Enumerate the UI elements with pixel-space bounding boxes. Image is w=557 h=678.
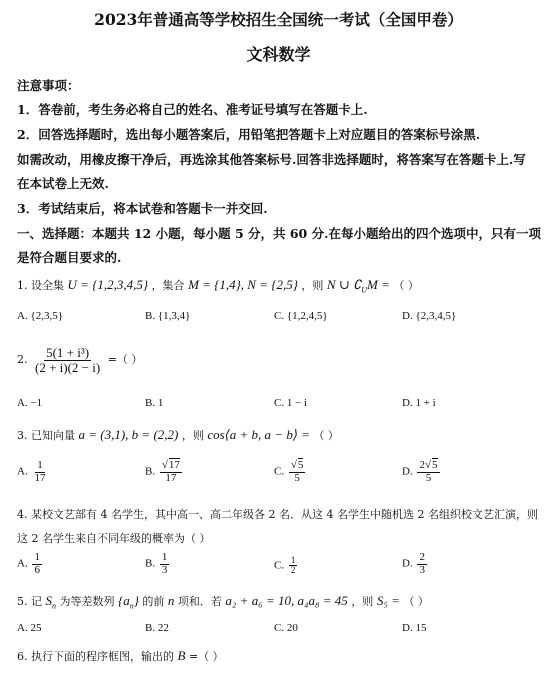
q3-expression: cos⟨a + b, a − b⟩ = (207, 427, 310, 442)
question-4: 4. 某校文艺部有 4 名学生，其中高一、高二年级各 2 名．从这 4 名学生中随机选 2 名组织校文艺汇演，则 (17, 508, 538, 521)
q1-text: ，集合 (151, 279, 185, 292)
q3-text: ，则 (181, 429, 204, 442)
q2-option-d: D. 1 + i (402, 397, 436, 409)
q2-option-b: B. 1 (145, 397, 164, 409)
q2-fraction (33, 346, 102, 374)
q1-text: 1. 设全集 (17, 279, 64, 292)
q2-option-a: A. −1 (17, 397, 43, 409)
q3-vectors: a = (3,1), b = (2,2) (78, 427, 179, 442)
q5-sn: $S_n$ (45, 593, 56, 611)
section-heading: 一、选择题：本题共 12 小题，每小题 5 分，共 60 分.在每小题给出的四个选项中，只有一项 (17, 226, 541, 241)
q3-blank: （ ） (313, 429, 339, 442)
q1-option-c: C. {1,2,4,5} (274, 310, 328, 322)
q1-expression: N ∪ $∁_UM$ = (326, 277, 390, 295)
q1-text: ，则 (301, 279, 324, 292)
q1-blank: （ ） (393, 279, 419, 292)
q1-option-d: D. {2,3,4,5} (402, 310, 457, 322)
q2-option-c: C. 1 − i (274, 397, 308, 409)
q4-option-d: D. $\frac{2}{3}$ (402, 551, 425, 576)
q3-text: 3. 已知向量 (17, 429, 75, 442)
q3-option-b: B. $\frac{√17}{17}$ (145, 459, 180, 484)
q4-option-a: A. $\frac{1}{6}$ (17, 551, 40, 576)
question-2 (17, 346, 142, 374)
q1-universal-set: U = {1,2,3,4,5} (67, 277, 149, 292)
q5-s5: S₅ = (376, 593, 400, 608)
q5-option-a: A. 25 (17, 622, 42, 634)
q2-denominator: (2 + i)(2 − i) (35, 359, 101, 375)
q3-option-c: C. $\frac{√5}{5}$ (274, 459, 304, 484)
q5-option-c: C. 20 (274, 622, 298, 634)
q2-blank: =（ ） (107, 353, 143, 367)
note-2-cont: 如需改动，用橡皮擦干净后，再选涂其他答案标号.回答非选择题时，将答案写在答题卡上.写 (17, 152, 526, 167)
q5-option-d: D. 15 (402, 622, 427, 634)
q2-numerator: 5(1 + i³) (46, 345, 90, 360)
question-1 (17, 277, 419, 295)
section-heading-cont: 是符合题目要求的. (17, 250, 122, 265)
exam-subtitle: 文科数学 (246, 45, 311, 64)
note-2-end: 在本试卷上无效. (17, 176, 109, 191)
q3-option-d: D. $\frac{2√5}{5}$ (402, 459, 438, 484)
question-5: 5. 记 $S_n$ 为等差数列 $\{a_n\}$ 的前 n 项和．若 a₂ + a₆ = 10, a₄a₈ = 45 ，则 S₅ = （ ） (17, 593, 429, 611)
question-3 (17, 427, 339, 443)
question-4-cont: 这 2 名学生来自不同年级的概率为（ ） (17, 532, 211, 545)
q5-condition: a₂ + a₆ = 10, a₄a₈ = 45 (225, 593, 348, 608)
q5-sequence: $\{a_n\}$ (118, 593, 139, 611)
q1-option-a: A. {2,3,5} (17, 310, 64, 322)
q4-option-b: B. $\frac{1}{3}$ (145, 551, 168, 576)
q1-sets: M = {1,4}, N = {2,5} (188, 277, 298, 292)
note-3: 3．考试结束后，将本试卷和答题卡一并交回. (17, 201, 268, 216)
question-6: 6. 执行下面的程序框图，输出的 B =（ ） (17, 648, 224, 663)
exam-title: 2023年普通高等学校招生全国统一考试（全国甲卷） (94, 10, 463, 29)
q1-option-b: B. {1,3,4} (145, 310, 191, 322)
note-2: 2．回答选择题时，选出每小题答案后，用铅笔把答题卡上对应题目的答案标号涂黑. (17, 127, 481, 142)
q5-option-b: B. 22 (145, 622, 169, 634)
q3-option-a: A. $\frac{1}{17}$ (17, 459, 46, 484)
notes-heading: 注意事项： (17, 78, 80, 93)
q4-option-c: C. $\frac{1}{2}$ (274, 555, 296, 576)
note-1: 1．答卷前，考生务必将自己的姓名、准考证号填写在答题卡上. (17, 102, 368, 117)
q2-number: 2. (17, 353, 28, 367)
